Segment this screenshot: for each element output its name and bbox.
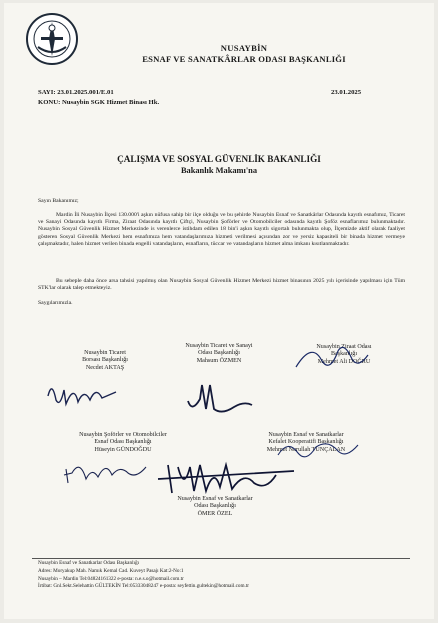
closing-text: Saygılarımızla. [38,300,73,306]
footer-divider [32,558,410,559]
reference-number: SAYI: 23.01.2025.001/E.01 [38,89,114,96]
footer-address: Adres: Moryakup Mah. Namık Kemal Cad. Kuveyt Pasajı Kat:2-No:1 [38,567,184,574]
signatory-soforler: Nusaybin Şoförler ve Otomobilciler Esnaf Odası Başkanlığı Hüseyin GÜNDOĞDU [79,432,167,453]
body-paragraph-1: Mardin İli Nusaybin İlçesi 130.000'i aşkın nüfusa sahip bir ilçe olduğu ve bu şehirde Nusaybin Esnaf ve Sanatkârlar Odasında kayıtlı esnafımız, Ticaret ve Sanayi Odasında kayıtlı Firma, Ziraat Odasında kayıtlı Çiftçi, Nusaybin Şoförler ve Otomobilciler odasında kayıtlı Şoföz esnaflarımız bulunmaktadır. Nusaybin Sosyal Güvenlik Hizmet Merkezinde is verenlerce istihdam edilen 18 bin'i aşkın kayıtlı sigortalı bulunmakta olup, İlçemizde aktif olarak faaliyet gösteren Sosyal Güvenlik Merkezi hem esnafımıza hem vatandaşlarımıza hizmeti verilmesi açısından zor ve yersiz kapasiteli bir binada hizmet vermeye çalışmaktadır, halen hizmet verilen binada engelli vatandaşların, esnafların, tüccar ve vatandaşların hizmet alma imkanı kısıtlanmaktadır. [38,212,405,247]
institution-subtitle: ESNAF VE SANATKÂRLAR ODASI BAŞKANLIĞI [142,54,346,64]
footer-phone: Nusaybin – Mardin Tel:04824161322 e-posta: n.e.s.o@hotmail.com.tr [38,575,184,582]
signatory-borsa: Nusaybin Ticaret Borsası Başkanlığı Necdet AKTAŞ [82,350,128,371]
institution-name: NUSAYBİN [220,43,268,53]
handwritten-signature-ziraat [292,337,372,377]
footer-org: Nusaybin Esnaf ve Sanatkarlar Odası Başkanlığı [38,560,139,566]
recipient-ministry: ÇALIŞMA VE SOSYAL GÜVENLİK BAKANLIĞI [117,154,321,164]
handwritten-signature-borsa [44,378,124,412]
signatory-ziraat: Nusaybin Ziraat Odası Başkanlığı Mehmet Ali DOĞRU [316,344,372,365]
salutation: Sayın Bakanımız; [38,198,79,204]
recipient-office: Bakanlık Makamı'na [180,166,258,175]
document-page [4,3,434,619]
chamber-emblem-icon [26,13,78,65]
body-paragraph-2: Bu sebeple daha önce arsa tahsisi yapılmış olan Nusaybin Sosyal Güvenlik Hizmet Merkezi hizmet binasının 2025 yılı içerisinde yapılması için Tüm STK'lar olarak talep etmekteyiz. [38,278,405,292]
document-date: 23.01.2025 [331,89,362,96]
document-subject: KONU: Nusaybin SGK Hizmet Binası Hk. [38,99,160,106]
footer [38,560,249,591]
signatory-kefalet: Nusaybin Esnaf ve Sanatkarlar Kefalet Kooperatifi Başkanlığı Mehmet Nurullah TUNÇALAN [266,432,346,453]
signatory-tso: Nusaybin Ticaret ve Sanayi Odası Başkanlığı Mahsum ÖZMEN [185,343,253,364]
signatory-esnaf-odasi: Nusaybin Esnaf ve Sanatkarlar Odası Başkanlığı ÖMER ÖZEL [177,496,253,517]
handwritten-signature-soforler [62,453,152,489]
handwritten-signature-esnaf-odasi [154,457,304,501]
handwritten-signature-tso [182,379,262,419]
footer-contact: İrtibat: Gnl.Sekt.Selehattin GÜLTEKİN Tel:05333048247 e-posta: seyfettin.gultekin@hotmail.com.tr [38,583,250,590]
